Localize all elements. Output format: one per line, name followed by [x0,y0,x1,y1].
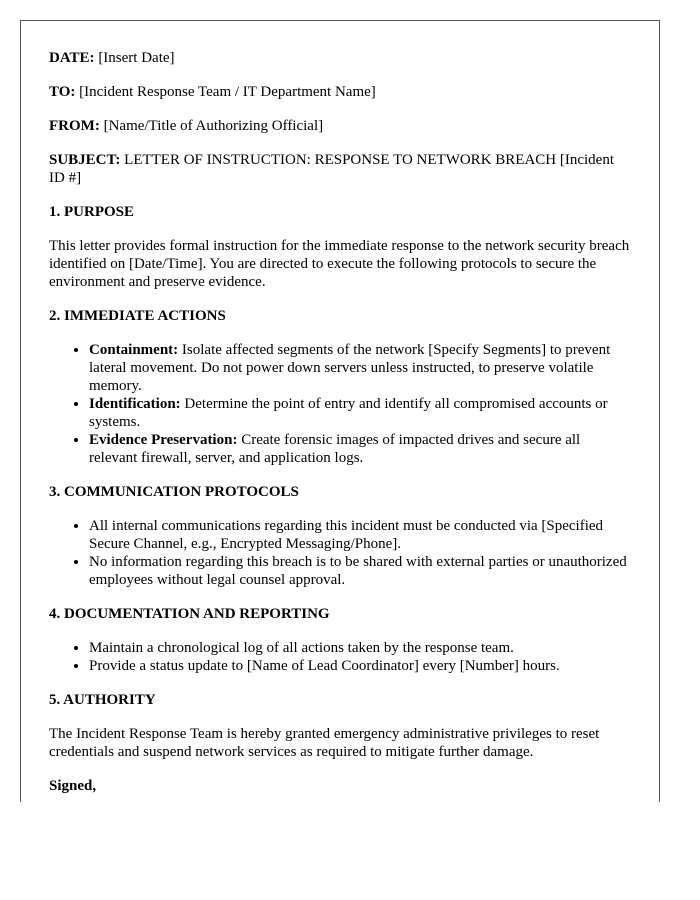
documentation-list [49,639,631,675]
evidence-preservation-text: Create forensic images of impacted drives and secure all relevant firewall, server, and application logs. [89,432,581,466]
list-item: • Provide a status update to [Name of Lead Coordinator] every [Number] hours. [89,657,631,675]
to-label: TO: [49,84,76,100]
containment-label: Containment: [89,342,179,358]
to-line [49,83,631,101]
identification-label: Identification: [89,396,181,412]
list-item [89,431,631,467]
list-item [89,341,631,395]
subject-label: SUBJECT: [49,152,121,168]
communication-heading: 3. COMMUNICATION PROTOCOLS [49,484,299,500]
from-value: [Name/Title of Authorizing Official] [99,118,324,134]
containment-text: Isolate affected segments of the network [Specify Segments] to prevent lateral movement. Do not power down servers unless instructed, to preserve volatile memory. [89,342,611,394]
list-item: • No information regarding this breach is to be shared with external parties or unauthorized employees without legal counsel approval. [89,553,631,589]
authority-text: The Incident Response Team is hereby granted emergency administrative privileges to reset credentials and suspend network services as required to mitigate further damage. [49,726,600,760]
evidence-preservation-label: Evidence Preservation: [89,432,238,448]
immediate-actions-heading: 2. IMMEDIATE ACTIONS [49,308,226,324]
list-item: • Maintain a chronological log of all actions taken by the response team. [89,639,631,657]
immediate-actions-list [49,341,631,467]
authority-heading: 5. AUTHORITY [49,692,156,708]
list-item [89,395,631,431]
date-label: DATE: [49,50,95,66]
purpose-text: This letter provides formal instruction for the immediate response to the network security breach identified on [Date/Time]. You are directed to execute the following protocols to secure the environment and preserve evidence. [49,238,630,290]
purpose-heading: 1. PURPOSE [49,204,135,220]
documentation-heading: 4. DOCUMENTATION AND REPORTING [49,606,330,622]
from-line [49,117,631,135]
identification-text: Determine the point of entry and identify all compromised accounts or systems. [89,396,608,430]
subject-value: LETTER OF INSTRUCTION: RESPONSE TO NETWORK BREACH [Incident ID #] [49,152,615,186]
from-label: FROM: [49,118,100,134]
date-line [49,49,631,67]
to-value: [Incident Response Team / IT Department Name] [75,84,376,100]
communication-list [49,517,631,589]
subject-line [49,151,631,187]
letter-page [20,20,660,802]
signed-label: Signed, [49,778,97,794]
list-item: • All internal communications regarding this incident must be conducted via [Specified Secure Channel, e.g., Encrypted Messaging/Phone]. [89,517,631,553]
date-value: [Insert Date] [94,50,175,66]
